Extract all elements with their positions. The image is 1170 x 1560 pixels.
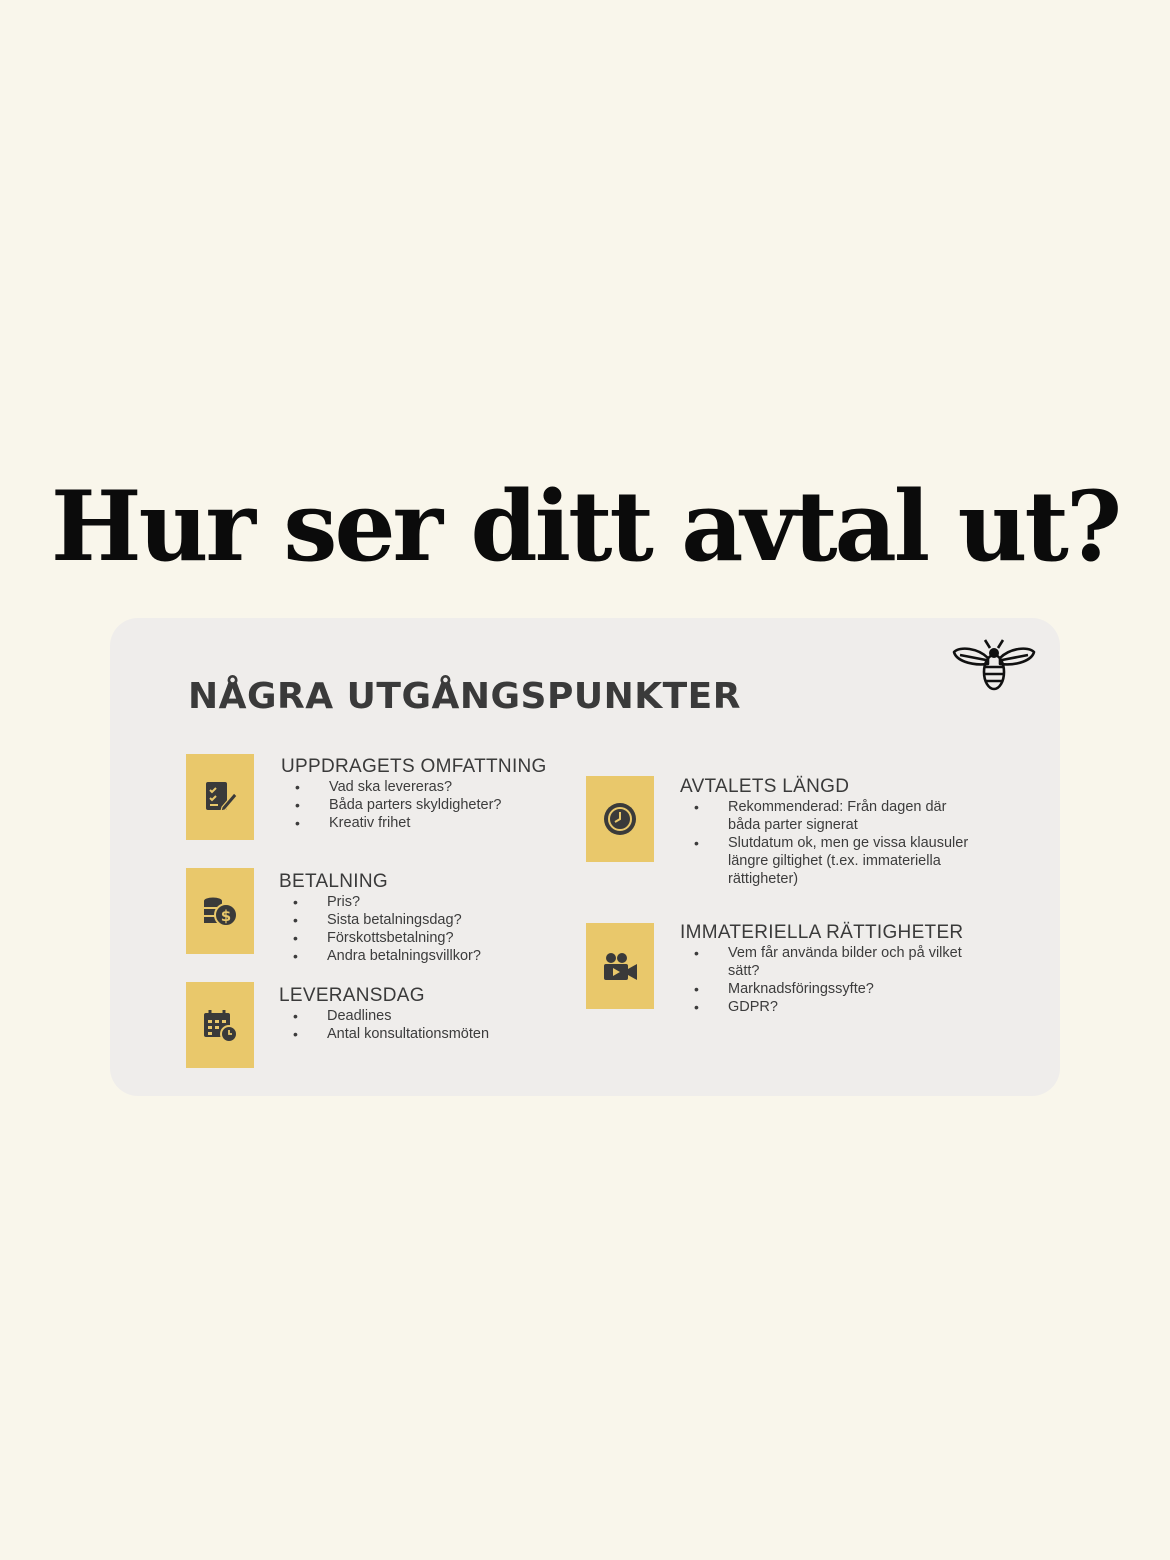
list-item: • Pris? xyxy=(279,893,579,911)
coins-dollar-icon xyxy=(200,891,240,931)
section-scope xyxy=(281,756,581,832)
list-item: • Slutdatum ok, men ge vissa klausuler längre giltighet (t.ex. immateriella rättigheter) xyxy=(680,834,980,888)
bee-logo-icon xyxy=(952,636,1036,696)
list-item: • Sista betalningsdag? xyxy=(279,911,579,929)
list-item: • Båda parters skyldigheter? xyxy=(281,796,581,814)
section-delivery xyxy=(279,985,579,1043)
list-item: • Andra betalningsvillkor? xyxy=(279,947,579,965)
list-item: • Antal konsultationsmöten xyxy=(279,1025,579,1043)
section-duration xyxy=(680,776,980,888)
slide-card xyxy=(110,618,1060,1096)
list-item: • Förskottsbetalning? xyxy=(279,929,579,947)
calendar-clock-icon xyxy=(200,1005,240,1045)
slide-title: NÅGRA UTGÅNGSPUNKTER xyxy=(188,676,741,717)
svg-text:$: $ xyxy=(220,907,232,925)
section-title: LEVERANSDAG xyxy=(279,985,425,1006)
tile-scope xyxy=(186,754,254,840)
section-title: AVTALETS LÄNGD xyxy=(680,776,850,797)
tile-delivery xyxy=(186,982,254,1068)
list-item: • Kreativ frihet xyxy=(281,814,581,832)
list-item: • Vem får använda bilder och på vilket sätt? xyxy=(680,944,980,980)
list-item: • Marknadsföringssyfte? xyxy=(680,980,980,998)
tile-ip-rights xyxy=(586,923,654,1009)
list-item: • Rekommenderad: Från dagen där båda parter signerat xyxy=(680,798,980,834)
tile-payment xyxy=(186,868,254,954)
list-item: • Deadlines xyxy=(279,1007,579,1025)
checklist-pen-icon xyxy=(200,777,240,817)
tile-duration xyxy=(586,776,654,862)
section-title: IMMATERIELLA RÄTTIGHETER xyxy=(680,922,964,943)
video-camera-icon xyxy=(600,946,640,986)
list-item: • GDPR? xyxy=(680,998,980,1016)
section-title: BETALNING xyxy=(279,871,388,892)
section-payment xyxy=(279,871,579,965)
list-item: • Vad ska levereras? xyxy=(281,778,581,796)
clock-icon xyxy=(600,799,640,839)
headline: Hur ser ditt avtal ut? xyxy=(50,470,1120,583)
section-ip-rights xyxy=(680,922,980,1016)
section-title: UPPDRAGETS OMFATTNING xyxy=(281,756,547,777)
